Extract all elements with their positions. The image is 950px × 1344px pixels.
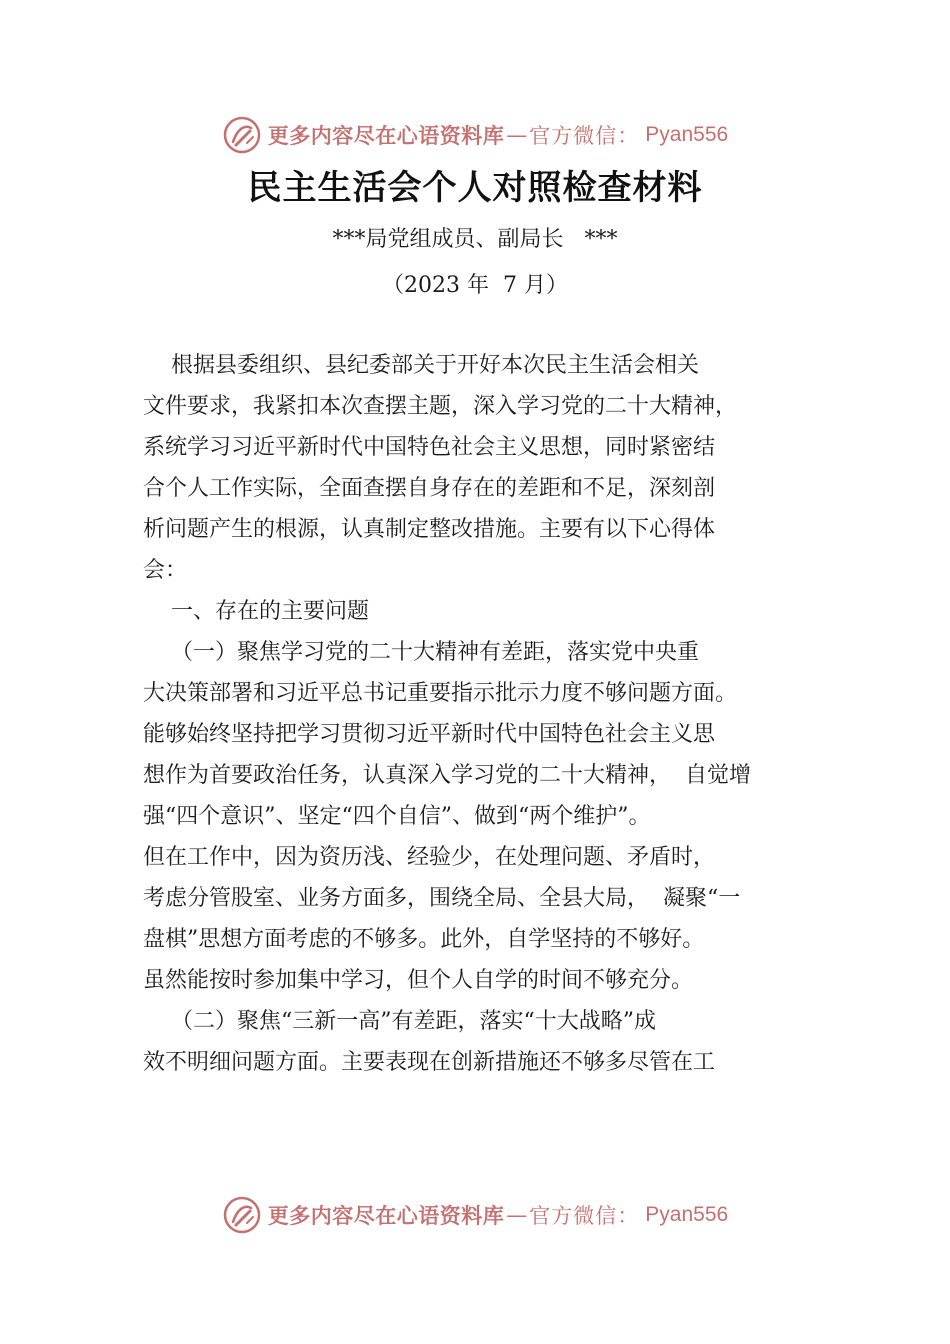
signature-logo-icon [222, 1195, 262, 1235]
body-line: 系统学习习近平新时代中国特色社会主义思想，同时紧密结 [143, 435, 716, 460]
document-author: ***局党组成员、副局长 *** [332, 227, 618, 252]
watermark-site-name: 更多内容尽在心语资料库 [267, 1204, 505, 1228]
body-line: 虽然能按时参加集中学习，但个人自学的时间不够充分。 [143, 968, 694, 993]
body-line: 考虑分管股室、业务方面多，围绕全局、全县大局， 凝聚“一 [143, 886, 741, 911]
watermark-banner-top [0, 115, 950, 155]
watermark-wechat-label: 官方微信： [529, 1204, 640, 1228]
watermark-wechat-label: 官方微信： [529, 124, 640, 148]
watermark-banner-bottom [0, 1195, 950, 1235]
watermark-dash: — [506, 123, 528, 147]
body-line: 大决策部署和习近平总书记重要指示批示力度不够问题方面。 [143, 681, 738, 706]
body-line: 能够始终坚持把学习贯彻习近平新时代中国特色社会主义思 [143, 722, 716, 747]
signature-logo-icon [222, 115, 262, 155]
document-title: 民主生活会个人对照检查材料 [247, 168, 703, 208]
body-line: 会： [143, 558, 188, 583]
document-date: （2023 年 7 月） [382, 273, 568, 298]
body-line: 文件要求，我紧扣本次查摆主题，深入学习党的二十大精神， [143, 394, 738, 419]
body-line: 效不明细问题方面。主要表现在创新措施还不够多尽管在工 [143, 1050, 716, 1075]
body-line: 但在工作中，因为资历浅、经验少，在处理问题、矛盾时， [143, 845, 716, 870]
body-line: 盘棋”思想方面考虑的不够多。此外，自学坚持的不够好。 [143, 927, 705, 952]
body-line: 强“四个意识”、坚定“四个自信”、做到“两个维护”。 [143, 804, 651, 829]
body-line: 根据县委组织、县纪委部关于开好本次民主生活会相关 [143, 353, 699, 378]
section-heading: 一、存在的主要问题 [143, 599, 369, 624]
body-line: （一）聚焦学习党的二十大精神有差距，落实党中央重 [143, 640, 699, 665]
watermark-site-name: 更多内容尽在心语资料库 [267, 124, 505, 148]
watermark-wechat-handle: Pyan556 [645, 123, 729, 146]
watermark-wechat-handle: Pyan556 [645, 1203, 729, 1226]
body-line: （二）聚焦“三新一高”有差距，落实“十大战略”成 [143, 1009, 656, 1034]
watermark-dash: — [506, 1203, 528, 1227]
body-line: 析问题产生的根源，认真制定整改措施。主要有以下心得体 [143, 517, 716, 542]
body-line: 合个人工作实际，全面查摆自身存在的差距和不足，深刻剖 [143, 476, 716, 501]
body-line: 想作为首要政治任务，认真深入学习党的二十大精神， 自觉增 [143, 763, 751, 788]
document-body [143, 345, 823, 1083]
